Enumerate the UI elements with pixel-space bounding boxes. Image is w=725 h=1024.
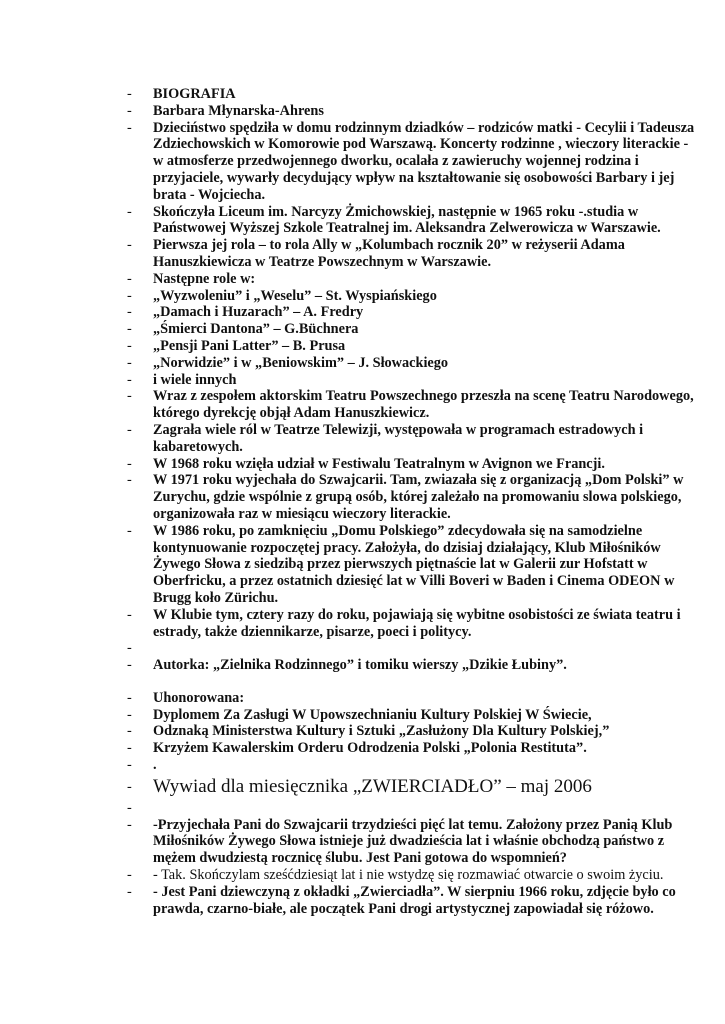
- list-item-text: Dzieciństwo spędziła w domu rodzinnym dziadków – rodziców matki - Cecylii i Tadeusza Zdziechowskich w Komorowie pod Warszawą. Koncerty rodzinne , wieczory literackie - w atmosferze przedwojennego dworku, ocalała z zawieruchy wojennej rodzina i przyjaciele, wywarły decydujący wpływ na kształtowanie się osobowości Barbary i jej brata - Wojciecha.: [153, 119, 695, 203]
- list-item: [127, 321, 702, 338]
- list-item-text: Pierwsza jej rola – to rola Ally w „Kolumbach rocznik 20” w reżyserii Adama Hanuszkiewicza w Teatrze Powszechnym w Warszawie.: [153, 237, 625, 270]
- list-item-text: Uhonorowana:: [153, 689, 245, 706]
- list-item-text: Autorka: „Zielnika Rodzinnego” i tomiku wierszy „Dzikie Łubiny”.: [153, 657, 567, 674]
- bullet-dash: -: [127, 472, 132, 489]
- list-item-text: W 1968 roku wzięła udział w Festiwalu Teatralnym w Avignon we Francji.: [153, 455, 605, 472]
- list-item-text: BIOGRAFIA: [153, 86, 236, 102]
- list-item: [127, 640, 702, 657]
- list-item: [127, 388, 702, 422]
- list-item: [127, 707, 702, 724]
- bullet-dash: -: [127, 86, 132, 102]
- bullet-dash: -: [127, 522, 132, 539]
- list-item-text: Wywiad dla miesięcznika „ZWIERCIADŁO” – maj 2006: [153, 775, 592, 797]
- bullet-dash: -: [127, 287, 132, 304]
- bullet-dash: -: [127, 657, 132, 674]
- list-item: [127, 120, 702, 204]
- list-item: [127, 103, 702, 120]
- list-item-text: Skończyła Liceum im. Narcyzy Żmichowskiej, następnie w 1965 roku -.studia w Państwowej Wyższej Szkole Teatralnej im. Aleksandra Zelwerowicza w Warszawie.: [153, 203, 661, 237]
- list-item: [127, 86, 702, 103]
- list-item-text: Zagrała wiele ról w Teatrze Telewizji, występowała w programach estradowych i kabaretowych.: [153, 421, 644, 455]
- list-item: [127, 776, 702, 798]
- list-item: [127, 757, 702, 774]
- list-item-text: Dyplomem Za Zasługi W Upowszechnianiu Kultury Polskiej W Świecie,: [153, 706, 592, 723]
- list-item: [127, 338, 702, 355]
- list-item: [127, 867, 702, 884]
- bullet-dash: -: [127, 799, 132, 816]
- bullet-dash: -: [127, 689, 132, 706]
- bullet-dash: -: [127, 102, 132, 119]
- list-item: [127, 817, 702, 867]
- list-item-text: - Tak. Skończylam sześćdziesiąt lat i nie wstydzę się rozmawiać otwarcie o swoim życiu.: [153, 867, 664, 884]
- list-item-text: W 1986 roku, po zamknięciu „Domu Polskiego” zdecydowała się na samodzielne kontynuowanie rozpoczętej pracy. Założyła, do dzisiaj działający, Klub Miłośników Żywego Słowa z siedzibą przez pierwszych piętnaście lat w Galerii zur Hofstatt w Oberfricku, a przez ostatnich dziesięć lat w Villi Boveri w Baden i Cinema ODEON w Brugg koło Zürichu.: [153, 522, 675, 606]
- bullet-dash: -: [127, 778, 132, 795]
- bullet-dash: -: [127, 867, 132, 884]
- bullet-dash: -: [127, 270, 132, 287]
- list-item-text: W 1971 roku wyjechała do Szwajcarii. Tam, zwiazała się z organizacją „Dom Polski” w Zurychu, gdzie wspólnie z grupą osób, której zależało na promowaniu slowa polskiego, organizowała raz w miesiącu wieczory literackie.: [153, 472, 684, 522]
- list-item-text: „Norwidzie” i w „Beniowskim” – J. Słowackiego: [153, 354, 449, 371]
- bullet-dash: -: [127, 606, 132, 623]
- list-item: [127, 372, 702, 389]
- bullet-dash: -: [127, 740, 132, 757]
- list-item: [127, 237, 702, 271]
- list-item-text: „Wyzwoleniu” i „Weselu” – St. Wyspiańskiego: [153, 287, 437, 304]
- bullet-dash: -: [127, 723, 132, 740]
- list-item: [127, 607, 702, 641]
- bullet-dash: -: [127, 816, 132, 833]
- list-item-text: i wiele innych: [153, 371, 237, 388]
- list-item: [127, 657, 702, 674]
- bullet-dash: -: [127, 321, 132, 338]
- list-item: [127, 355, 702, 372]
- list-item-text: - Jest Pani dziewczyną z okładki „Zwierciadła”. W sierpniu 1966 roku, zdjęcie było co prawda, czarno-białe, ale początek Pani drogi artystycznej zapowiadał się różowo.: [153, 883, 676, 917]
- bullet-dash: -: [127, 883, 132, 900]
- list-item: [127, 204, 702, 238]
- bullet-dash: -: [127, 640, 132, 657]
- list-item-text: „Pensji Pani Latter” – B. Prusa: [153, 337, 346, 354]
- bullet-dash: -: [127, 388, 132, 405]
- list-item-text: Krzyżem Kawalerskim Orderu Odrodzenia Polski „Polonia Restituta”.: [153, 740, 587, 757]
- list-item: [127, 523, 702, 607]
- list-item-text: Odznaką Ministerstwa Kultury i Sztuki „Zasłużony Dla Kultury Polskiej,”: [153, 723, 610, 740]
- bullet-dash: -: [127, 203, 132, 220]
- bullet-dash: -: [127, 354, 132, 371]
- list-item-text: „Damach i Huzarach” – A. Fredry: [153, 304, 364, 321]
- bullet-dash: -: [127, 337, 132, 354]
- list-item: [127, 304, 702, 321]
- bullet-dash: -: [127, 421, 132, 438]
- bullet-dash: -: [127, 757, 132, 774]
- list-item: [127, 723, 702, 740]
- list-item-text: Barbara Młynarska-Ahrens: [153, 102, 324, 119]
- list-item: [127, 472, 702, 522]
- list-item: [127, 884, 702, 918]
- bullet-dash: -: [127, 706, 132, 723]
- document-page: [127, 86, 702, 917]
- list-item-text: Wraz z zespołem aktorskim Teatru Powszechnego przeszła na scenę Teatru Narodowego, którego dyrekcję objął Adam Hanuszkiewicz.: [153, 388, 694, 422]
- list-item: [127, 271, 702, 288]
- list-item-text: .: [153, 757, 157, 774]
- bullet-dash: -: [127, 119, 132, 136]
- bullet-dash: -: [127, 304, 132, 321]
- bullet-dash: -: [127, 371, 132, 388]
- list-item: [127, 422, 702, 456]
- list-item-text: W Klubie tym, cztery razy do roku, pojawiają się wybitne osobistości ze świata teatru i estrady, także dziennikarze, pisarze, poeci i politycy.: [153, 606, 681, 640]
- list-item: [127, 288, 702, 305]
- list-item: [127, 690, 702, 707]
- bullet-dash: -: [127, 455, 132, 472]
- list-item: [127, 800, 702, 817]
- list-item-text: -Przyjechała Pani do Szwajcarii trzydzieści pięć lat temu. Założony przez Panią Klub Miłośników Żywego Słowa istnieje już dwadzieścia lat i właśnie obchodzą państwo z mężem dwudziestą rocznicę ślubu. Jest Pani gotowa do wspomnień?: [153, 816, 673, 867]
- list-item-text: Następne role w:: [153, 270, 256, 287]
- bullet-dash: -: [127, 237, 132, 254]
- list-item: [127, 456, 702, 473]
- list-item-text: „Śmierci Dantona” – G.Büchnera: [153, 321, 359, 338]
- list-item: [127, 740, 702, 757]
